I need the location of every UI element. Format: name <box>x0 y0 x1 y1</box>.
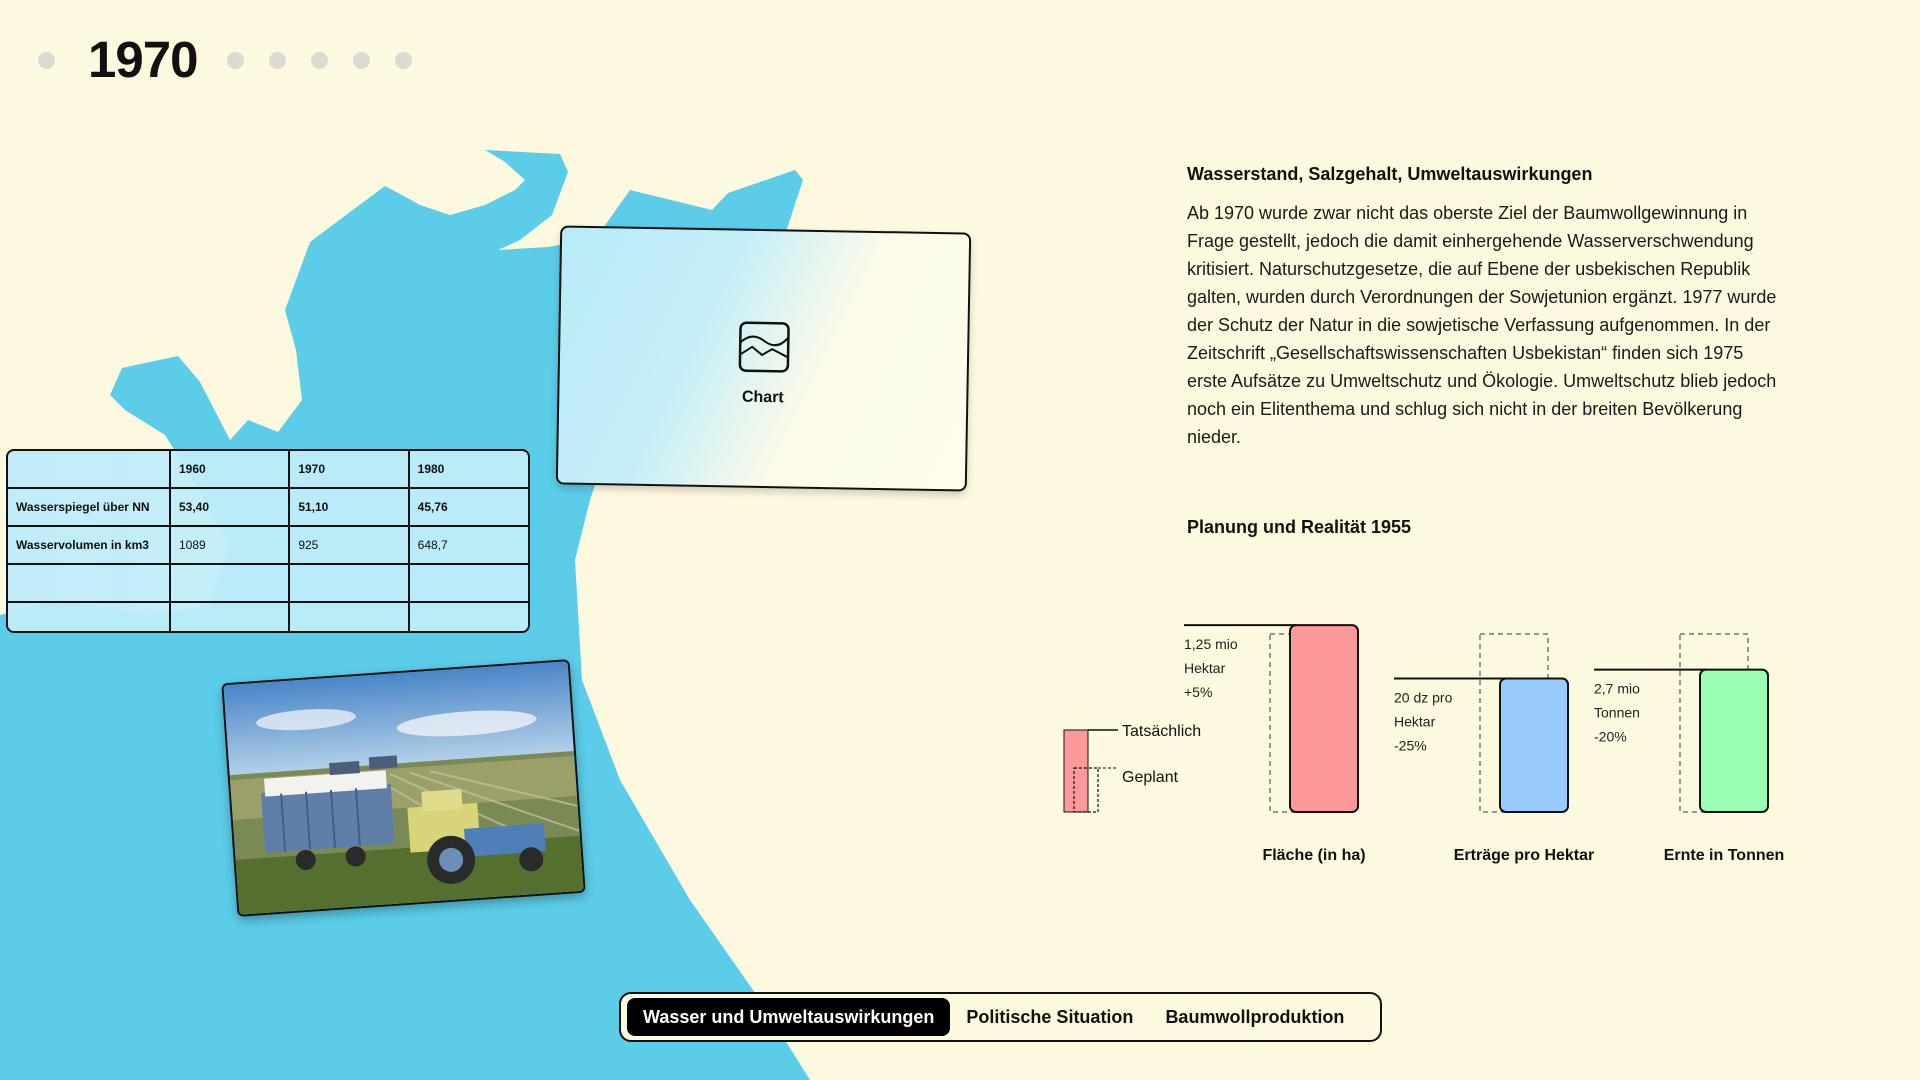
table-cell: 51,10 <box>289 488 408 526</box>
value-annotation: Hektar <box>1184 660 1226 677</box>
table-row <box>8 488 528 526</box>
table-cell <box>289 564 408 602</box>
table-cell: 1089 <box>170 526 289 564</box>
legend-actual-label: Tatsächlich <box>1122 723 1202 740</box>
timeline-dot[interactable] <box>38 52 55 69</box>
timeline-dot[interactable] <box>395 52 412 69</box>
table-cell: Wasserspiegel über NN <box>8 488 170 526</box>
article-body: Ab 1970 wurde zwar nicht das oberste Ziel der Baumwollgewinnung in Frage gestellt, jedoch die damit einhergehende Wasserverschwendung kritisiert. Naturschutzgesetze, die auf Ebene der usbekischen Republik galten, wurden durch Verordnungen der Sowjetunion ergänzt. 1977 wurde der Schutz der Natur in die sowjetische Verfassung aufgenommen. In der Zeitschrift „Gesellschaftswissenschaften Usbekistan“ finden sich 1975 erste Aufsätze zu Umweltschutz und Ökologie. Umweltschutz blieb jedoch noch ein Elitenthema und schlug sich nicht in der breiten Bevölkerung nieder. <box>1187 203 1777 447</box>
table-cell <box>8 602 170 633</box>
value-annotation: -20% <box>1594 728 1627 745</box>
category-label: Fläche (in ha) <box>1262 847 1366 864</box>
table-cell <box>170 602 289 633</box>
value-annotation: 20 dz pro <box>1394 689 1453 706</box>
tab-politics[interactable]: Politische Situation <box>966 1007 1134 1027</box>
chart-card[interactable] <box>556 225 971 491</box>
chart-title: Planung und Realität 1955 <box>1187 517 1412 537</box>
table-cell: 45,76 <box>409 488 528 526</box>
category-label: Erträge pro Hektar <box>1453 847 1595 864</box>
table-cell: 1980 <box>409 451 528 488</box>
table-cell <box>8 451 170 488</box>
tab-water[interactable]: Wasser und Umweltauswirkungen <box>627 998 950 1036</box>
cotton-harvest-photo[interactable] <box>221 659 585 917</box>
actual-bar <box>1290 625 1358 812</box>
timeline-dot[interactable] <box>353 52 370 69</box>
value-annotation: +5% <box>1184 684 1213 701</box>
current-year: 1970 <box>88 31 198 88</box>
table-cell <box>409 564 528 602</box>
legend-planned-label: Geplant <box>1122 769 1179 786</box>
value-annotation: Hektar <box>1394 713 1436 730</box>
table-cell: 648,7 <box>409 526 528 564</box>
table-cell: 1970 <box>289 451 408 488</box>
table-cell: 1960 <box>170 451 289 488</box>
article-title: Wasserstand, Salzgehalt, Umweltauswirkungen <box>1187 164 1593 184</box>
actual-bar <box>1500 679 1568 813</box>
table-header-row <box>8 451 528 488</box>
table-cell <box>170 564 289 602</box>
table-cell <box>8 564 170 602</box>
table-row <box>8 564 528 602</box>
planning-reality-chart <box>1050 570 1810 870</box>
timeline <box>38 30 437 90</box>
table-cell <box>289 602 408 633</box>
value-annotation: 2,7 mio <box>1594 680 1640 697</box>
photo-illustration <box>223 661 583 915</box>
chart-card-label: Chart <box>741 388 784 407</box>
value-annotation: 1,25 mio <box>1184 636 1238 653</box>
value-annotation: Tonnen <box>1594 704 1640 721</box>
line-chart-icon <box>738 321 791 374</box>
legend-actual-swatch <box>1064 730 1088 812</box>
value-annotation: -25% <box>1394 737 1427 754</box>
actual-bar <box>1700 670 1768 812</box>
table-cell: 53,40 <box>170 488 289 526</box>
timeline-dot[interactable] <box>227 52 244 69</box>
topic-tabs <box>619 992 1382 1042</box>
category-label: Ernte in Tonnen <box>1663 847 1785 864</box>
table-row <box>8 602 528 633</box>
timeline-dot[interactable] <box>269 52 286 69</box>
table-cell: Wasservolumen in km3 <box>8 526 170 564</box>
timeline-dot[interactable] <box>311 52 328 69</box>
table-cell: 925 <box>289 526 408 564</box>
table-row <box>8 526 528 564</box>
water-level-table <box>6 449 530 633</box>
tab-cotton[interactable]: Baumwollproduktion <box>1165 1007 1345 1027</box>
table-cell <box>409 602 528 633</box>
